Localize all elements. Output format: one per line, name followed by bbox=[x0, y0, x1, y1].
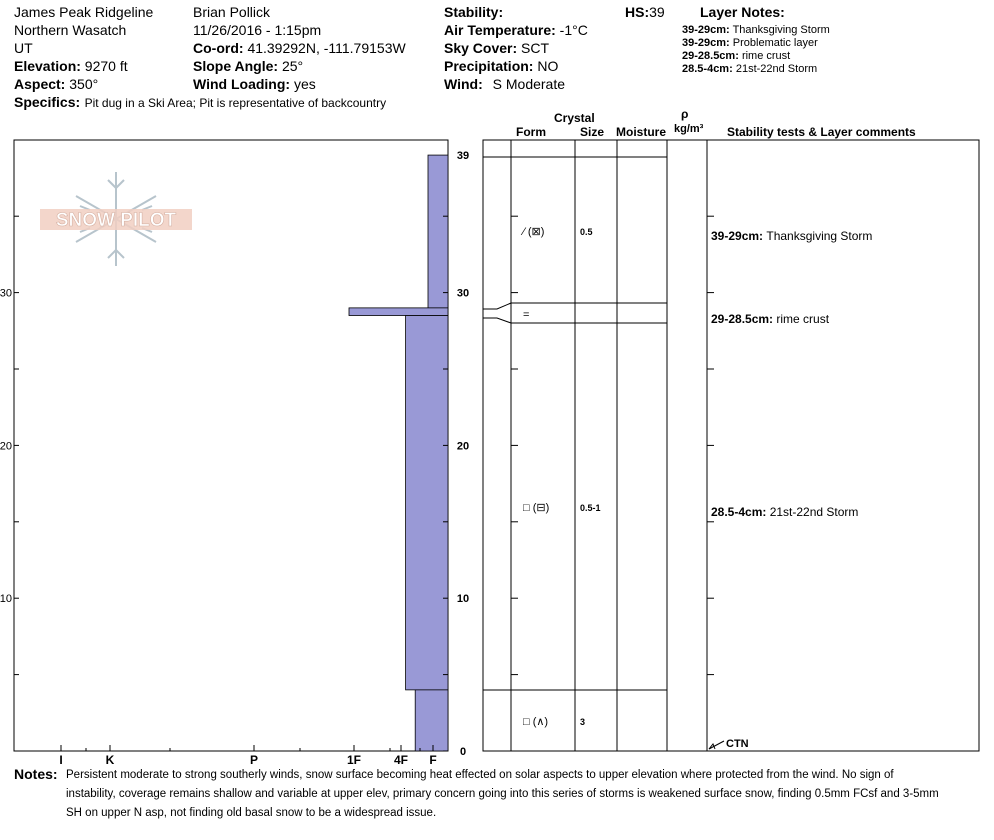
observation-datetime: 11/26/2016 - 1:15pm bbox=[193, 22, 322, 38]
y-tick-label: 0 bbox=[459, 746, 467, 758]
snowpilot-logo bbox=[40, 172, 192, 266]
layer-notes-title: Layer Notes: bbox=[700, 4, 785, 20]
observer-name: Brian Pollick bbox=[193, 4, 271, 20]
y-tick-label-left: 20 bbox=[0, 440, 12, 453]
header-rho: ρ bbox=[681, 107, 689, 121]
layer-note-range: 39-29cm: bbox=[682, 24, 730, 36]
grain-form: = bbox=[523, 309, 530, 321]
y-tick-label: 20 bbox=[456, 440, 470, 453]
layer-comment: 28.5-4cm: 21st-22nd Storm bbox=[711, 505, 859, 519]
x-tick-label: I bbox=[59, 753, 63, 767]
notes-text bbox=[66, 766, 994, 823]
layer-note-range: 39-29cm: bbox=[682, 37, 730, 49]
elevation-label: Elevation: bbox=[14, 58, 81, 74]
stability-test-marker bbox=[709, 741, 724, 749]
x-tick-label: P bbox=[249, 753, 259, 767]
wind-loading-value: yes bbox=[293, 76, 316, 92]
x-tick-label: 1F bbox=[346, 753, 362, 767]
precip-label: Precipitation: bbox=[444, 58, 534, 74]
layer-note-text: 21st-22nd Storm bbox=[735, 63, 818, 75]
wind-value: S Moderate bbox=[492, 76, 566, 92]
stability-label: Stability: bbox=[444, 4, 504, 20]
state: UT bbox=[14, 40, 33, 56]
grain-size: 0.5-1 bbox=[580, 503, 601, 513]
layer-note-range: 29-28.5cm: bbox=[682, 50, 739, 62]
layer-note-text: Problematic layer bbox=[732, 37, 818, 49]
y-tick-label-left: 10 bbox=[0, 593, 12, 606]
layer-note-text: Thanksgiving Storm bbox=[732, 24, 830, 36]
specifics-value: Pit dug in a Ski Area; Pit is representative of backcountry bbox=[84, 96, 387, 110]
elevation-value: 9270 ft bbox=[84, 58, 128, 74]
layer-connector bbox=[483, 303, 511, 309]
header-density-unit: kg/m³ bbox=[674, 123, 704, 135]
hardness-bar bbox=[428, 155, 448, 308]
layer-note-range: 28.5-4cm: bbox=[682, 63, 733, 75]
y-tick-label: 10 bbox=[456, 593, 470, 606]
coord-value: 41.39292N, -111.79153W bbox=[247, 40, 406, 56]
sky-label: Sky Cover: bbox=[444, 40, 518, 56]
layer-connector bbox=[483, 318, 511, 323]
header-size: Size bbox=[580, 125, 605, 139]
precip-value: NO bbox=[537, 58, 559, 74]
hardness-bar bbox=[349, 308, 448, 316]
sky-value: SCT bbox=[521, 40, 550, 56]
aspect-value: 350° bbox=[69, 76, 99, 92]
layer-comment: 29-28.5cm: rime crust bbox=[711, 312, 830, 326]
coord-label: Co-ord: bbox=[193, 40, 244, 56]
location-name: James Peak Ridgeline bbox=[14, 4, 154, 20]
x-tick-label: 4F bbox=[393, 753, 409, 767]
x-tick-label: F bbox=[429, 753, 437, 767]
notes-label: Notes: bbox=[14, 766, 58, 782]
hs-value: 39 bbox=[649, 4, 665, 20]
hs-label: HS: bbox=[625, 4, 650, 20]
hardness-plot-frame bbox=[14, 140, 448, 751]
header-form: Form bbox=[516, 125, 546, 139]
air-temp-label: Air Temperature: bbox=[444, 22, 556, 38]
layer-comment: 39-29cm: Thanksgiving Storm bbox=[711, 229, 873, 243]
y-tick-label: 30 bbox=[456, 287, 470, 300]
logo-text: SNOW PILOT bbox=[55, 210, 177, 231]
stability-test-label: CTN bbox=[726, 738, 749, 750]
air-temp-value: -1°C bbox=[559, 22, 588, 38]
grain-form: ⁄ (⊠) bbox=[523, 226, 545, 238]
grain-form: □ (⊟) bbox=[523, 502, 550, 514]
layer-note-text: rime crust bbox=[741, 50, 791, 62]
header-moisture: Moisture bbox=[616, 125, 667, 139]
arrow-icon bbox=[709, 744, 715, 749]
header-comments: Stability tests & Layer comments bbox=[727, 125, 916, 139]
notes-line: Persistent moderate to strong southerly winds, snow surface becoming heat effected on solar aspects to upper elevation where protected from the wind. No sign of bbox=[66, 769, 894, 781]
grain-size: 3 bbox=[580, 717, 586, 727]
mountain-range: Northern Wasatch bbox=[14, 22, 127, 38]
grain-form: □ (∧) bbox=[523, 716, 549, 728]
slope-label: Slope Angle: bbox=[193, 58, 279, 74]
hardness-bar bbox=[415, 690, 448, 751]
notes-line: SH on upper N asp, not finding old basal snow to be a widespread issue. bbox=[66, 807, 437, 819]
y-tick-label: 39 bbox=[456, 150, 470, 163]
x-tick-label: K bbox=[105, 753, 115, 767]
aspect-label: Aspect: bbox=[14, 76, 66, 92]
slope-value: 25° bbox=[281, 58, 304, 74]
hardness-bar bbox=[406, 316, 448, 690]
wind-loading-label: Wind Loading: bbox=[193, 76, 291, 92]
wind-label: Wind: bbox=[444, 76, 483, 92]
y-tick-label-left: 30 bbox=[0, 287, 12, 300]
specifics-label: Specifics: bbox=[14, 94, 81, 110]
notes-line: instability, coverage remains shallow and variable at upper elev, primary concern going into this series of storms is weakened surface snow, finding 0.5mm FCsf and 3-5mm bbox=[66, 788, 939, 800]
grain-size: 0.5 bbox=[580, 227, 593, 237]
header-crystal: Crystal bbox=[554, 111, 595, 125]
